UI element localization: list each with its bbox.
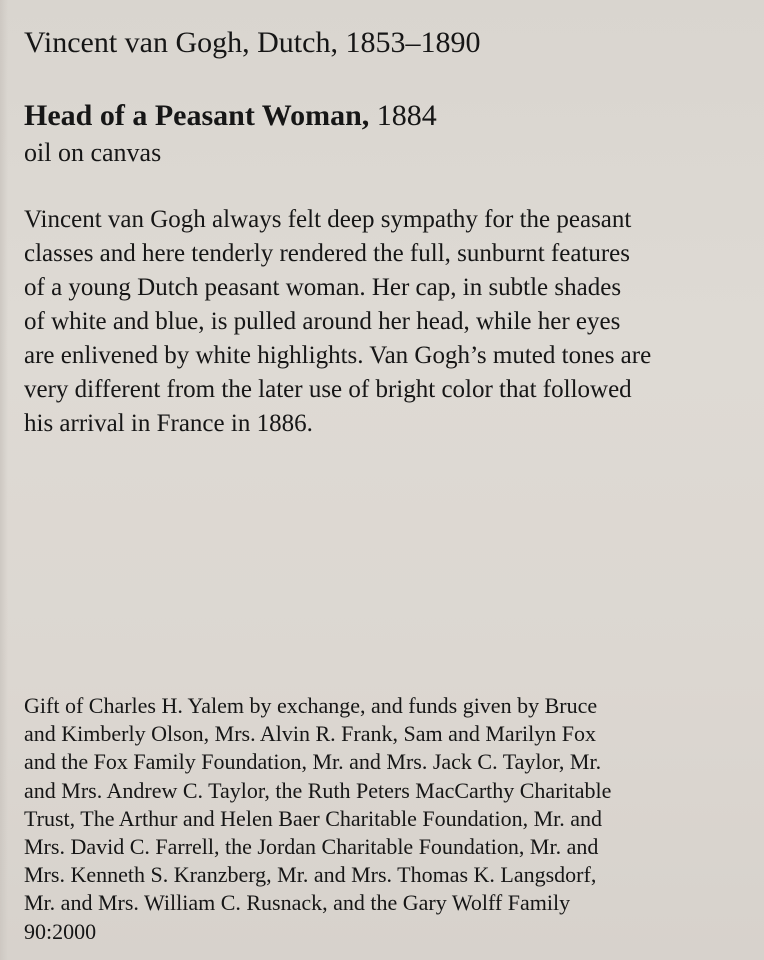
credit-text-line: Gift of Charles H. Yalem by exchange, and funds given by Bruce: [24, 693, 598, 718]
credit-text-line: and the Fox Family Foundation, Mr. and Mrs. Jack C. Taylor, Mr.: [24, 749, 602, 775]
artwork-title-line: [24, 97, 744, 135]
description-paragraph: [24, 203, 754, 441]
description-line: very different from the later use of bright color that followed: [24, 376, 632, 403]
description-line: are enlivened by white highlights. Van Gogh’s muted tones are: [24, 342, 652, 369]
artist-name: Vincent van Gogh, Dutch, 1853–1890: [24, 26, 481, 59]
description-line: Vincent van Gogh always felt deep sympathy for the peasant: [24, 206, 632, 233]
card-edge-shadow: [0, 0, 8, 960]
accession-number: 90:2000: [24, 918, 97, 944]
credit-text-line: and Mrs. Andrew C. Taylor, the Ruth Peters MacCarthy Charitable: [24, 777, 612, 803]
artwork-title: Head of a Peasant Woman,: [24, 99, 370, 132]
description-line: of a young Dutch peasant woman. Her cap, in subtle shades: [24, 274, 622, 301]
credit-text-line: Mr. and Mrs. William C. Rusnack, and the Gary Wolff Family: [24, 890, 571, 916]
credit-text-line: Mrs. David C. Farrell, the Jordan Charitable Foundation, Mr. and: [24, 834, 599, 860]
artwork-year: 1884: [376, 99, 437, 132]
description-line: his arrival in France in 1886.: [24, 410, 313, 437]
description-line: classes and here tenderly rendered the full, sunburnt features: [24, 240, 631, 267]
credit-text-line: Mrs. Kenneth S. Kranzberg, Mr. and Mrs. Thomas K. Langsdorf,: [24, 862, 597, 888]
artwork-medium: oil on canvas: [24, 138, 162, 167]
credit-text-line: Trust, The Arthur and Helen Baer Charitable Foundation, Mr. and: [24, 805, 603, 831]
credit-text-line: and Kimberly Olson, Mrs. Alvin R. Frank, Sam and Marilyn Fox: [24, 721, 596, 747]
description-line: of white and blue, is pulled around her head, while her eyes: [24, 308, 621, 335]
credit-line: [24, 692, 754, 946]
